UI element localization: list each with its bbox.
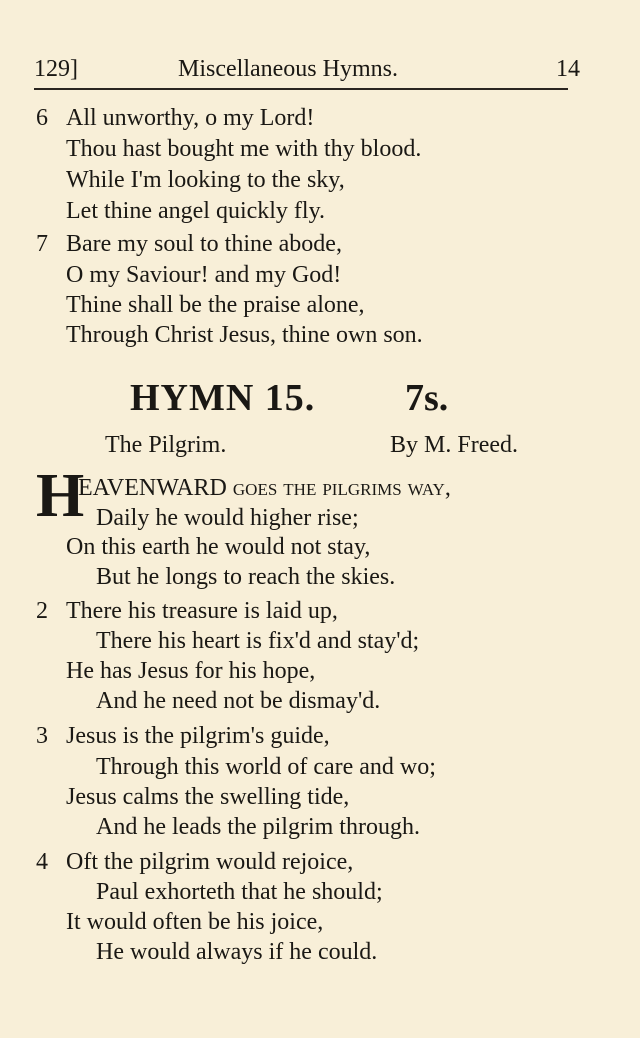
- section-title: Miscellaneous Hymns.: [178, 56, 398, 82]
- verse-line: There his heart is fix'd and stay'd;: [96, 628, 420, 654]
- verse-line: There his treasure is laid up,: [66, 598, 338, 624]
- verse-number: 2: [36, 598, 48, 624]
- verse-line: Jesus calms the swelling tide,: [66, 784, 350, 810]
- running-header: [34, 52, 580, 90]
- verse-line: It would often be his joice,: [66, 909, 324, 935]
- hymn-range-number: 129]: [34, 56, 78, 82]
- verse-line: On this earth he would not stay,: [66, 534, 371, 560]
- verse-line: And he need not be dismay'd.: [96, 688, 381, 714]
- verse-line: Bare my soul to thine abode,: [66, 231, 342, 257]
- verse-line: [78, 474, 451, 502]
- verse-line: All unworthy, o my Lord!: [66, 105, 315, 131]
- page-number: 14: [556, 56, 580, 82]
- verse-line: Daily he would higher rise;: [96, 505, 359, 531]
- verse-number: 3: [36, 723, 48, 749]
- verse-line: But he longs to reach the skies.: [96, 564, 396, 590]
- hymn-meter: 7s.: [405, 377, 449, 419]
- hymn-author: By M. Freed.: [390, 432, 518, 458]
- verse-number: 4: [36, 849, 48, 875]
- verse-line: And he leads the pilgrim through.: [96, 814, 420, 840]
- verse-line: While I'm looking to the sky,: [66, 167, 345, 193]
- verse-line: He would always if he could.: [96, 939, 378, 965]
- verse-number: 7: [36, 231, 48, 257]
- hymn-title: HYMN 15.: [130, 377, 316, 419]
- verse-line: Paul exhorteth that he should;: [96, 879, 383, 905]
- verse-line: He has Jesus for his hope,: [66, 658, 316, 684]
- verse-line: Through Christ Jesus, thine own son.: [66, 322, 423, 348]
- verse-line: Through this world of care and wo;: [96, 754, 436, 780]
- verse-line: O my Saviour! and my God!: [66, 262, 342, 288]
- verse-line: Jesus is the pilgrim's guide,: [66, 723, 330, 749]
- first-line-text: EAVENWARD goes the pilgrims way,: [78, 475, 451, 501]
- verse-line: Let thine angel quickly fly.: [66, 198, 326, 224]
- drop-cap: H: [36, 462, 85, 530]
- hymn-name: The Pilgrim.: [105, 432, 227, 458]
- verse-line: Thou hast bought me with thy blood.: [66, 136, 422, 162]
- verse-number: 6: [36, 105, 48, 131]
- verse-line: Oft the pilgrim would rejoice,: [66, 849, 354, 875]
- verse-line: Thine shall be the praise alone,: [66, 292, 365, 318]
